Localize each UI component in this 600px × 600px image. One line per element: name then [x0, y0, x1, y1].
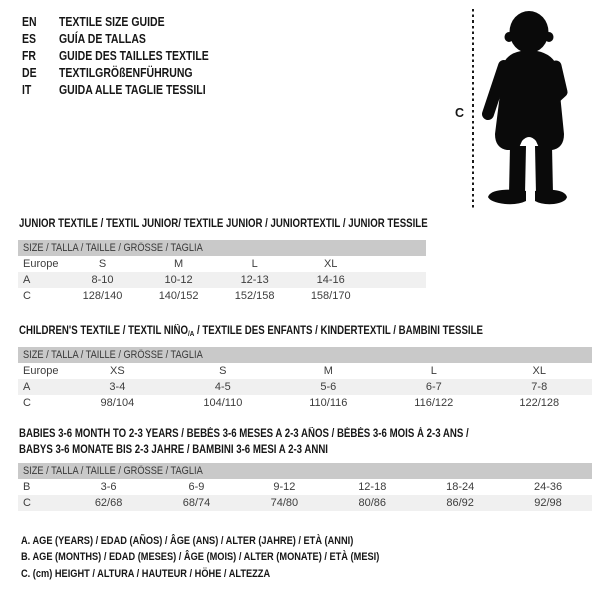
table-cell: 86/92: [446, 497, 474, 509]
baby-silhouette-icon: [478, 4, 570, 209]
language-code: FR: [22, 48, 37, 63]
table-cell: 62/68: [94, 497, 123, 509]
table-cell: 6-7: [425, 381, 442, 393]
size-table-children: [18, 347, 592, 411]
title-part: BABIES 3-6 MONTH TO 2-3 YEARS / BEBÉS 3-6 MESES A 2-3 AÑOS / BÉBÉS 3-6 MOIS À 2-3 ANS /: [19, 428, 469, 440]
language-code: DE: [22, 66, 37, 81]
section-title-text: [19, 323, 483, 340]
note-line-c: [21, 568, 448, 584]
table-cell: 116/122: [414, 397, 454, 409]
title-part: / TEXTILE DES ENFANTS / KINDERTEXTIL / BAMBINI TESSILE: [194, 325, 483, 337]
note-text: C. (cm) HEIGHT / ALTURA / HAUTEUR / HÖHE / ALTEZZA: [21, 567, 271, 580]
table-cell: XL: [532, 365, 546, 377]
row-label-cell: Europe: [23, 258, 59, 270]
table-cell: 5-6: [320, 381, 337, 393]
language-label: GUIDA ALLE TAGLIE TESSILI: [59, 83, 206, 98]
size-header-bar: [18, 240, 426, 256]
table-cell: XL: [323, 258, 338, 270]
table-cell: 18-24: [446, 481, 475, 493]
table-cell: 92/98: [534, 497, 562, 509]
table-cell: 68/74: [182, 497, 211, 509]
table-cell: 140/152: [158, 290, 199, 302]
table-cell: 98/104: [100, 397, 135, 409]
height-measure-dashed-line: [472, 9, 474, 210]
row-label-cell: B: [23, 481, 31, 493]
size-header-text: SIZE / TALLA / TAILLE / GRÖSSE / TAGLIA: [23, 242, 203, 254]
section-title-text: [19, 216, 428, 232]
language-label: TEXTILGRÖßENFÜHRUNG: [59, 66, 193, 81]
table-cell: 10-12: [164, 274, 193, 286]
table-cell: L: [430, 365, 437, 377]
language-row-fr: [22, 47, 237, 64]
language-row-en: [22, 13, 237, 30]
table-cell: M: [323, 365, 333, 377]
table-cell: 12-18: [358, 481, 387, 493]
table-cell: M: [173, 258, 184, 270]
section-title-text: [19, 442, 328, 458]
title-part: BABYS 3-6 MONATE BIS 2-3 JAHRE / BAMBINI 3-6 MESI A 2-3 ANNI: [19, 444, 328, 456]
section-title-text: [19, 426, 469, 442]
table-row: [18, 395, 592, 411]
table-cell: 14-16: [316, 274, 345, 286]
language-code: ES: [22, 31, 37, 46]
table-spacer-cell: [369, 272, 426, 288]
note-text: B. AGE (MONTHS) / EDAD (MESES) / ÂGE (MOIS) / ALTER (MONATE) / ETÀ (MESI): [21, 551, 380, 564]
table-cell: 104/110: [203, 397, 243, 409]
row-label-cell: A: [23, 274, 31, 286]
language-row-de: [22, 65, 237, 82]
table-cell: 152/158: [234, 290, 275, 302]
table-cell: 8-10: [91, 274, 114, 286]
table-cell: 4-5: [214, 381, 231, 393]
table-cell: 74/80: [270, 497, 299, 509]
row-label-cell: C: [23, 290, 31, 302]
note-line-a: [21, 535, 448, 551]
title-subscript: /A: [188, 329, 195, 338]
table-cell: 158/170: [310, 290, 351, 302]
language-list: [22, 13, 237, 99]
table-cell: S: [98, 258, 107, 270]
table-row: [18, 288, 426, 304]
table-cell: S: [219, 365, 227, 377]
row-label-cell: Europe: [23, 365, 59, 377]
title-part: CHILDREN'S TEXTILE / TEXTIL NIÑO: [19, 325, 189, 337]
language-code: EN: [22, 14, 37, 29]
table-row: [18, 256, 426, 272]
size-header-bar: [18, 463, 592, 479]
legend-notes: [21, 535, 448, 584]
table-row: [18, 272, 426, 288]
row-label-cell: C: [23, 397, 31, 409]
section-title-babies: [19, 426, 554, 442]
table-cell: 3-4: [109, 381, 126, 393]
table-row: [18, 479, 592, 495]
section-title-junior: [19, 216, 505, 232]
language-row-it: [22, 82, 237, 99]
row-label-cell: C: [23, 497, 31, 509]
height-measure-label: C: [455, 106, 465, 120]
table-cell: 110/116: [309, 397, 348, 409]
title-part: JUNIOR TEXTILE / TEXTIL JUNIOR/ TEXTILE JUNIOR / JUNIORTEXTIL / JUNIOR TESSILE: [19, 218, 428, 230]
table-cell: 80/86: [358, 497, 387, 509]
size-table-babies: [18, 463, 592, 511]
table-spacer-cell: [369, 256, 426, 272]
table-cell: 24-36: [533, 481, 563, 493]
table-cell: 128/140: [82, 290, 123, 302]
language-label: TEXTILE SIZE GUIDE: [59, 14, 165, 29]
note-text: A. AGE (YEARS) / EDAD (AÑOS) / ÂGE (ANS) / ALTER (JAHRE) / ETÀ (ANNI): [21, 535, 354, 547]
table-row: [18, 379, 592, 395]
size-header-bar: [18, 347, 592, 363]
table-cell: 122/128: [519, 397, 560, 409]
table-spacer-cell: [369, 288, 426, 304]
table-row: [18, 495, 592, 511]
table-cell: 6-9: [188, 481, 205, 493]
table-cell: XS: [110, 365, 125, 377]
table-cell: 7-8: [531, 381, 548, 393]
table-cell: 9-12: [273, 481, 296, 493]
size-header-text: SIZE / TALLA / TAILLE / GRÖSSE / TAGLIA: [23, 349, 203, 361]
table-cell: 3-6: [100, 481, 117, 493]
note-line-b: [21, 551, 448, 567]
language-label: GUÍA DE TALLAS: [59, 31, 146, 46]
table-row: [18, 363, 592, 379]
section-title-babies: [19, 442, 387, 458]
section-title-children: [19, 323, 571, 340]
language-label: GUIDE DES TAILLES TEXTILE: [59, 48, 209, 63]
size-header-text: SIZE / TALLA / TAILLE / GRÖSSE / TAGLIA: [23, 465, 203, 477]
row-label-cell: A: [23, 381, 31, 393]
language-row-es: [22, 30, 237, 47]
size-table-junior: [18, 240, 426, 304]
language-code: IT: [22, 83, 32, 98]
table-cell: L: [251, 258, 258, 270]
table-cell: 12-13: [240, 274, 269, 286]
